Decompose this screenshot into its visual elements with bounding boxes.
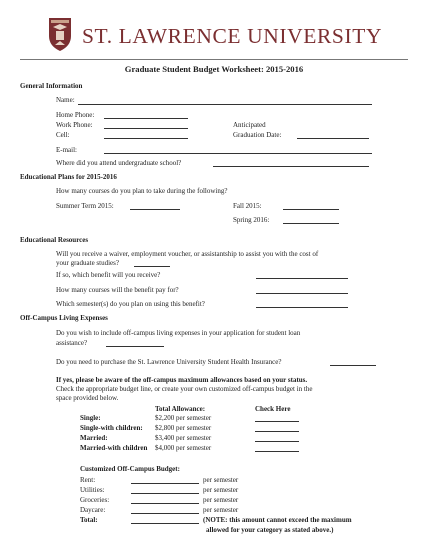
spring-field[interactable] [283,223,339,224]
offcampus-answer-field[interactable] [106,346,164,347]
check-single-children-field[interactable] [255,431,299,432]
custom-daycare-suffix: per semester [203,506,239,514]
custom-total-label: Total: [80,516,98,524]
graduation-date-label: Graduation Date: [233,131,282,139]
custom-utilities-field[interactable] [131,493,199,494]
custom-total-note-line1: (NOTE: this amount cannot exceed the maximum [203,516,352,524]
benefit-semester-label: Which semester(s) do you plan on using this benefit? [56,300,205,308]
custom-utilities-label: Utilities: [80,486,105,494]
total-allowance-header: Total Allowance: [155,405,206,413]
section-heading-resources: Educational Resources [20,236,89,244]
custom-total-field[interactable] [131,523,199,524]
custom-daycare-label: Daycare: [80,506,106,514]
allowance-row-label: Single: [80,414,101,422]
custom-rent-field[interactable] [131,483,199,484]
check-here-header: Check Here [255,405,291,413]
allowance-row-label: Married: [80,434,108,442]
benefit-courses-field[interactable] [256,293,348,294]
work-phone-field[interactable] [104,128,188,129]
allowance-row-amount: $2,800 per semester [155,424,212,432]
allowance-row-amount: $4,000 per semester [155,444,212,452]
anticipated-label: Anticipated [233,121,266,129]
waiver-question-line2: your graduate studies? [56,259,119,267]
section-heading-plans: Educational Plans for 2015-2016 [20,173,117,181]
custom-total-note-line2: allowed for your category as stated above.) [206,526,334,534]
allowance-row-label: Single-with children: [80,424,143,432]
custom-daycare-field[interactable] [131,513,199,514]
spring-label: Spring 2016: [233,216,270,224]
page-title: Graduate Student Budget Worksheet: 2015-2016 [124,64,304,74]
custom-rent-suffix: per semester [203,476,239,484]
health-insurance-field[interactable] [330,365,376,366]
custom-utilities-suffix: per semester [203,486,239,494]
section-heading-general: General Information [20,82,83,90]
benefit-type-field[interactable] [256,278,348,279]
allowance-row-amount: $2,200 per semester [155,414,212,422]
university-wordmark: ST. LAWRENCE UNIVERSITY [82,24,383,48]
home-phone-label: Home Phone: [56,111,95,119]
cell-field[interactable] [104,138,188,139]
custom-groceries-suffix: per semester [203,496,239,504]
cell-label: Cell: [56,131,70,139]
health-insurance-question: Do you need to purchase the St. Lawrence University Student Health Insurance? [56,358,282,366]
undergrad-school-field[interactable] [213,166,369,167]
benefit-type-label: If so, which benefit will you receive? [56,271,161,279]
work-phone-label: Work Phone: [56,121,93,129]
university-seal-logo [47,16,73,52]
fall-label: Fall 2015: [233,202,262,210]
custom-budget-heading: Customized Off-Campus Budget: [80,465,180,473]
benefit-semester-field[interactable] [256,307,348,308]
offcampus-question-line2: assistance? [56,339,88,347]
undergrad-school-label: Where did you attend undergraduate school? [56,159,182,167]
email-label: E-mail: [56,146,77,154]
section-heading-offcampus: Off-Campus Living Expenses [20,314,108,322]
name-field[interactable] [78,104,372,105]
check-single-field[interactable] [255,421,299,422]
graduation-date-field[interactable] [297,138,369,139]
courses-question: How many courses do you plan to take during the following? [56,187,228,195]
allowance-note-line1: If yes, please be aware of the off-campus maximum allowances based on your status. [56,376,308,384]
summer-term-label: Summer Term 2015: [56,202,114,210]
allowance-note-line3: space provided below. [56,394,119,402]
allowance-note-line2: Check the appropriate budget line, or create your own customized off-campus budget in the [56,385,313,393]
check-married-field[interactable] [255,441,299,442]
email-field[interactable] [104,153,372,154]
name-label: Name: [56,96,75,104]
fall-field[interactable] [283,209,339,210]
offcampus-question-line1: Do you wish to include off-campus living expenses in your application for student loan [56,329,301,337]
summer-term-field[interactable] [130,209,180,210]
home-phone-field[interactable] [104,118,188,119]
check-married-children-field[interactable] [255,451,299,452]
custom-groceries-label: Groceries: [80,496,110,504]
benefit-courses-label: How many courses will the benefit pay for? [56,286,179,294]
header-divider [20,59,408,60]
custom-groceries-field[interactable] [131,503,199,504]
custom-rent-label: Rent: [80,476,96,484]
waiver-answer-field[interactable] [134,266,170,267]
waiver-question-line1: Will you receive a waiver, employment voucher, or assistantship to assist you with the cost of [56,250,319,258]
allowance-row-amount: $3,400 per semester [155,434,212,442]
allowance-row-label: Married-with children [80,444,148,452]
